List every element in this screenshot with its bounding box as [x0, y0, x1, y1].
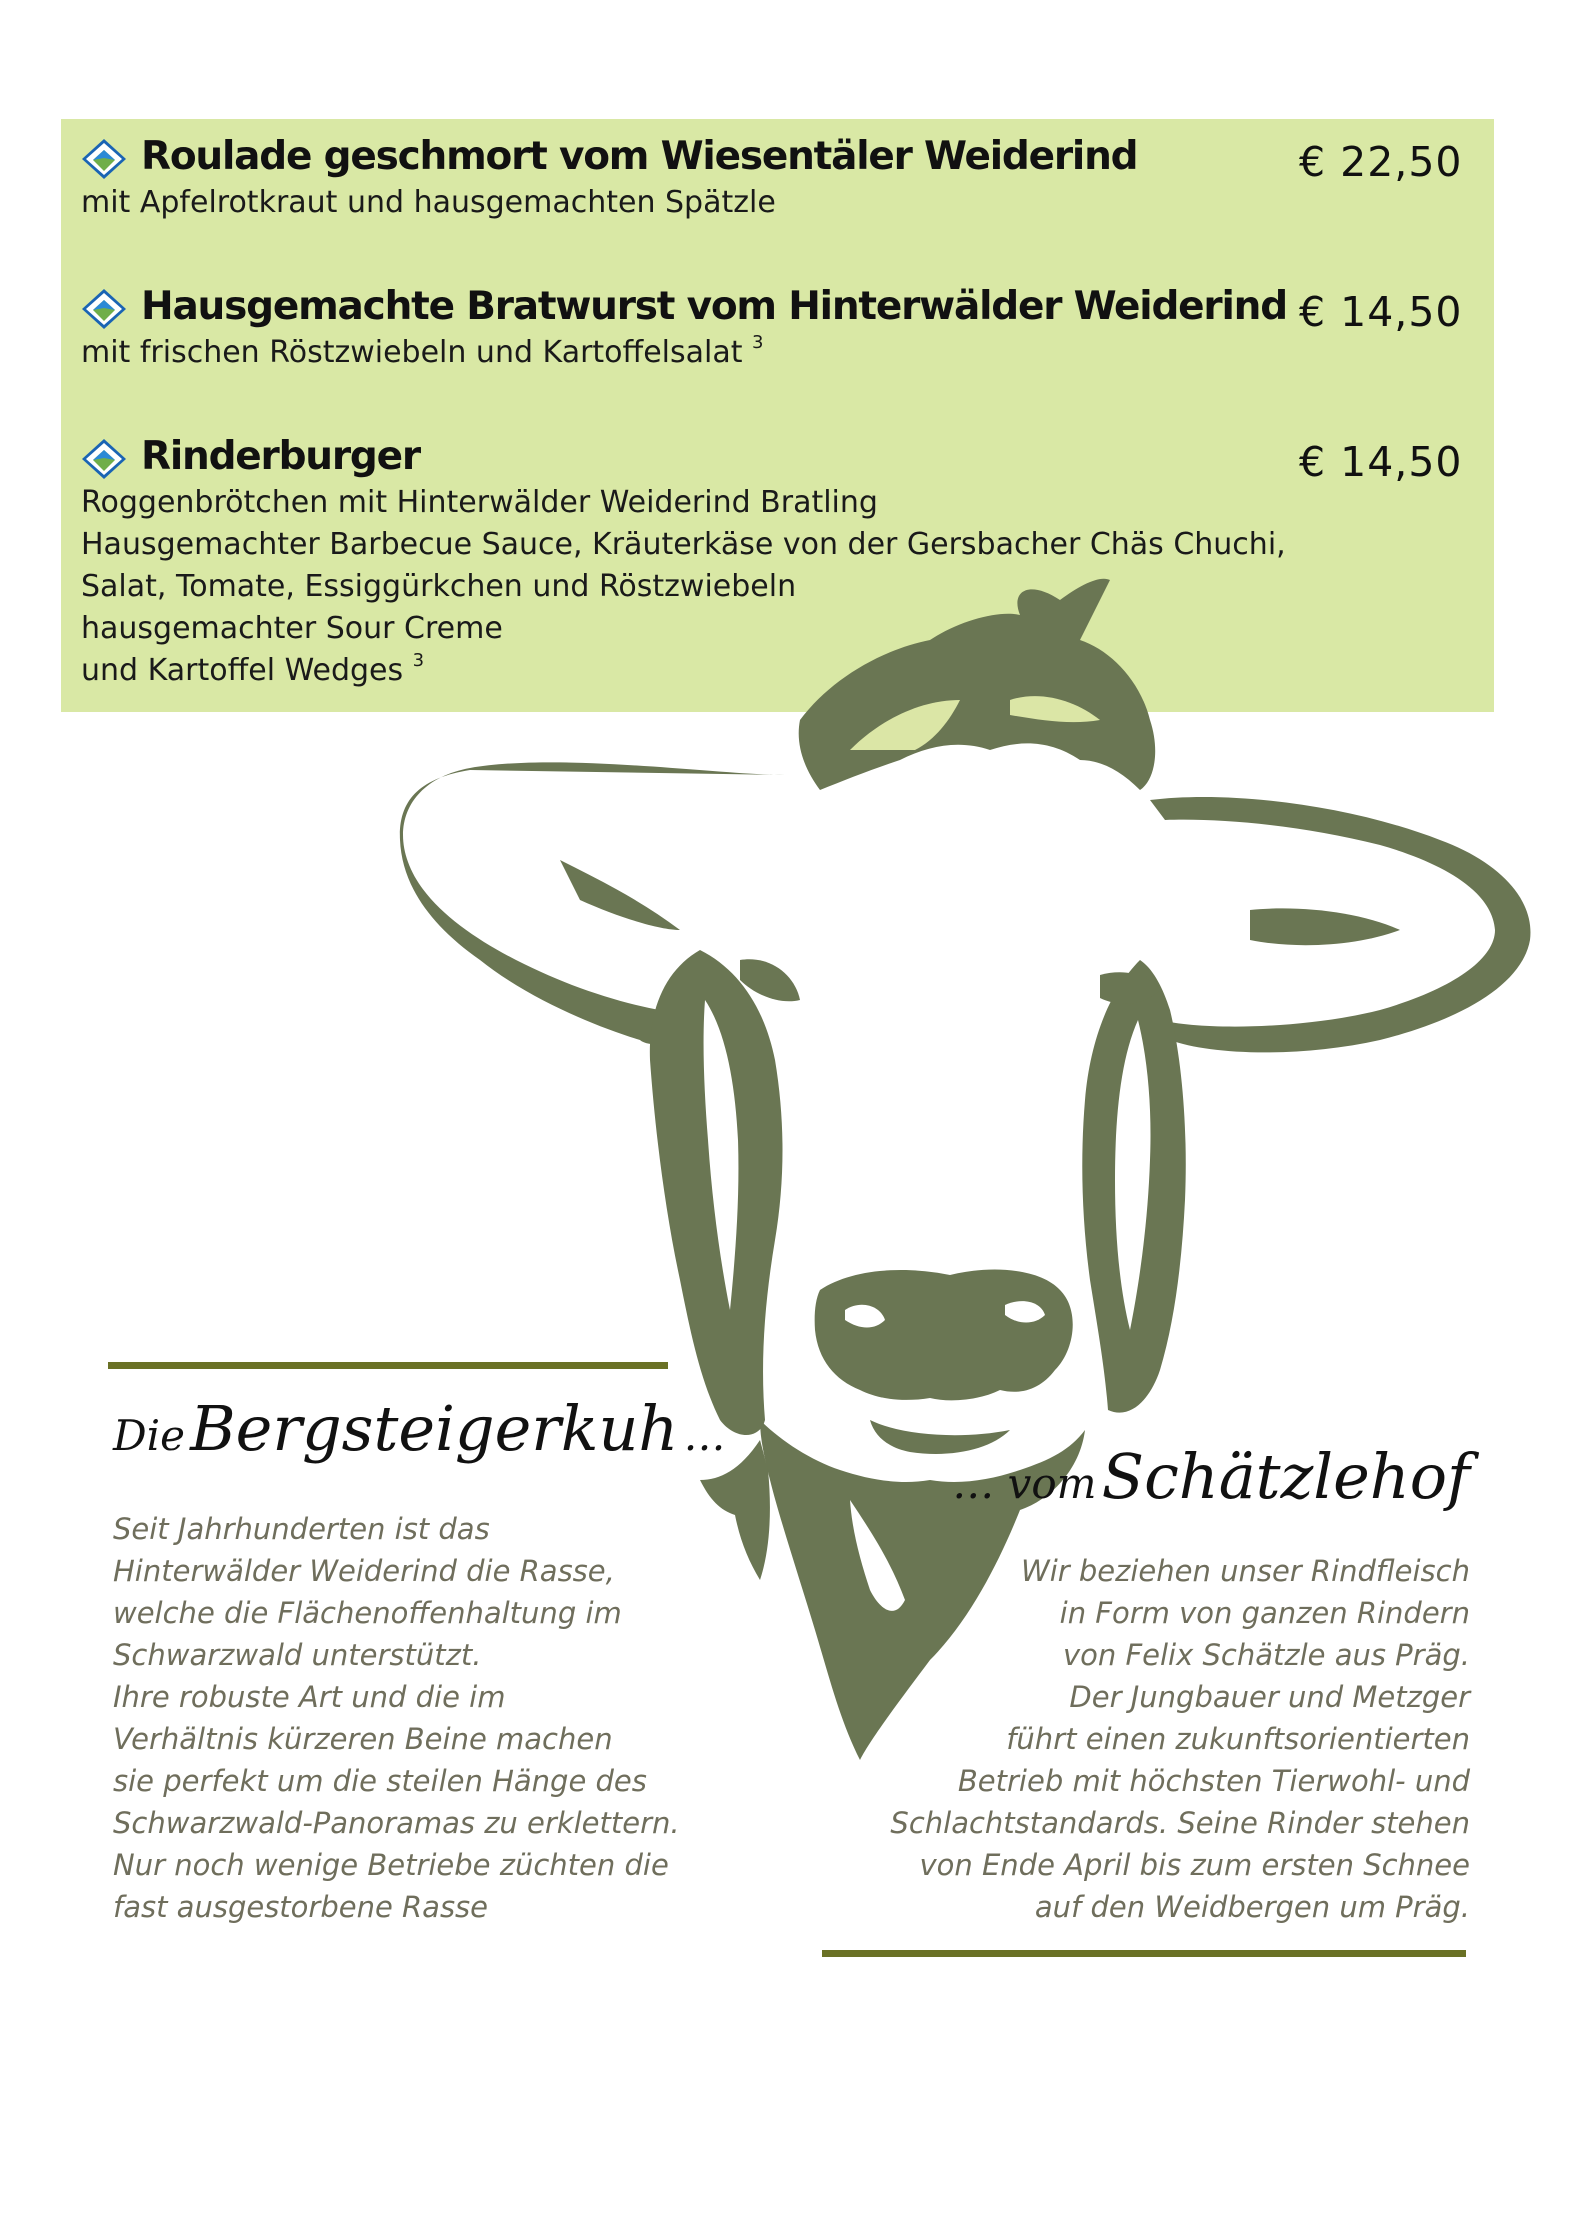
menu-item-rinderburger: [81, 430, 1481, 692]
item-description: [81, 482, 1481, 692]
item-description: [81, 332, 1481, 374]
right-rule: [822, 1950, 1466, 1957]
footnote-marker: 3: [412, 650, 425, 671]
menu-item-bratwurst: [81, 280, 1481, 374]
left-rule: [108, 1362, 668, 1369]
item-title: Hausgemachte Bratwurst vom Hinterwälder Weiderind: [141, 284, 1287, 329]
story-left-text: Seit Jahrhunderten ist das Hinterwälder Weiderind die Rasse, welche die Flächenoffenhaltung im Schwarzwald unterstützt. Ihre robuste Art und die im Verhältnis kürzeren Beine machen sie perfekt um die steilen Hänge des Schwarzwald-Panoramas zu erklettern. Nur noch wenige Betriebe züchten die fast ausgestorbene Rasse: [113, 1512, 680, 1924]
description-line: Salat, Tomate, Essiggürkchen und Röstzwiebeln: [81, 569, 797, 604]
footnote-marker: 3: [752, 332, 764, 353]
story-right-text: Wir beziehen unser Rindfleisch in Form von ganzen Rindern von Felix Schätzle aus Präg. Der Jungbauer und Metzger führt einen zukunftsorientierten Betrieb mit höchsten Tierwohl- und Schlachtstandards. Seine Rinder stehen von Ende April bis zum ersten Schnee auf den Weidbergen um Präg.: [890, 1554, 1470, 1924]
story-right-title: … vom Schätzlehof: [952, 1440, 1470, 1513]
description-line: und Kartoffel Wedges $^3$: [81, 650, 425, 688]
item-description: [81, 182, 1481, 224]
diamond-logo-icon: [81, 138, 127, 180]
description-line: mit frischen Röstzwiebeln und Kartoffelsalat $^3$: [81, 332, 764, 370]
story-left-title: Die Bergsteigerkuh …: [113, 1392, 726, 1465]
item-price: € 14,50: [1299, 438, 1463, 486]
diamond-logo-icon: [81, 438, 127, 480]
item-price: € 22,50: [1299, 138, 1463, 186]
item-title: Roulade geschmort vom Wiesentäler Weiderind: [141, 134, 1138, 179]
description-line: Roggenbrötchen mit Hinterwälder Weiderind Bratling: [81, 485, 878, 520]
description-line: Hausgemachter Barbecue Sauce, Kräuterkäse von der Gersbacher Chäs Chuchi,: [81, 527, 1286, 562]
diamond-logo-icon: [81, 288, 127, 330]
item-title: Rinderburger: [141, 434, 420, 479]
description-line: hausgemachter Sour Creme: [81, 611, 503, 646]
item-price: € 14,50: [1299, 288, 1463, 336]
description-line: mit Apfelrotkraut und hausgemachten Spätzle: [81, 185, 776, 220]
menu-item-roulade: [81, 130, 1481, 224]
muzzle: [815, 1270, 1073, 1401]
